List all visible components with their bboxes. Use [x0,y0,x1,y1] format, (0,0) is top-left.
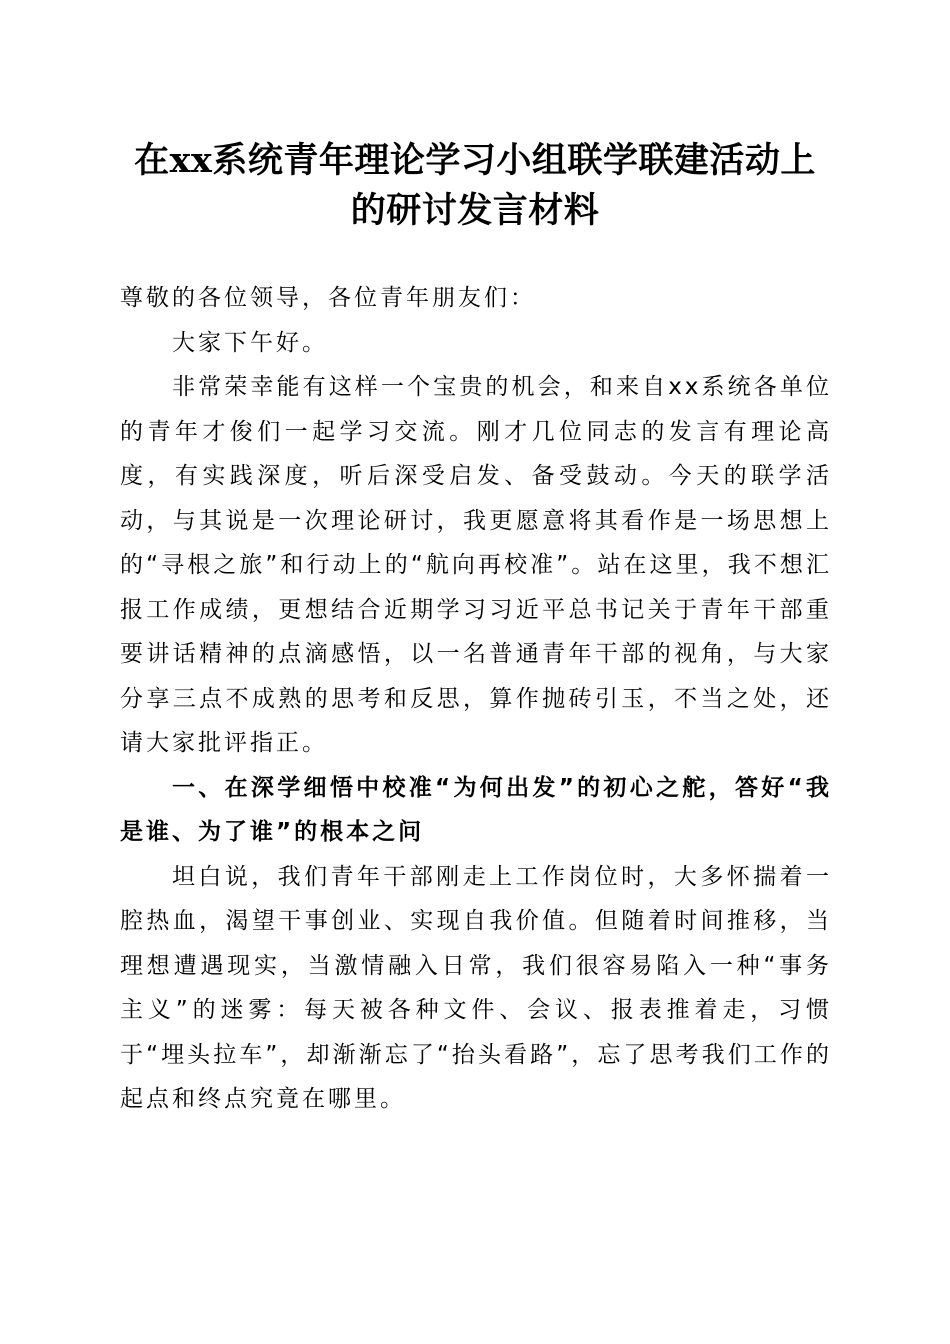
title-line-2: 的研讨发言材料 [350,190,600,231]
greeting: 大家下午好。 [172,329,328,356]
section-1-heading: 一、在深学细悟中校准“为何出发”的初心之舵，答好“我是谁、为了谁”的根本之问 [120,774,832,845]
intro-paragraph: 非常荣幸能有这样一个宝贵的机会，和来自xx系统各单位的青年才俊们一起学习交流。刚才几位同志的发言有理论高度，有实践深度，听后深受启发、备受鼓动。今天的联学活动，与其说是一次理论研讨，我更愿意将其看作是一场思想上的“寻根之旅”和行动上的“航向再校准”。站在这里，我不想汇报工作成绩，更想结合近期学习习近平总书记关于青年干部重要讲话精神的点滴感悟，以一名普通青年干部的视角，与大家分享三点不成熟的思考和反思，算作抛砖引玉，不当之处，还请大家批评指正。 [120,374,832,756]
title-line-1: 在xx系统青年理论学习小组联学联建活动上 [134,140,816,181]
salutation: 尊敬的各位领导，各位青年朋友们： [120,285,536,311]
document-body [120,276,832,1122]
document-title [100,136,850,236]
section-1-paragraph: 坦白说，我们青年干部刚走上工作岗位时，大多怀揣着一腔热血，渴望干事创业、实现自我价值。但随着时间推移，当理想遭遇现实，当激情融入日常，我们很容易陷入一种“事务主义”的迷雾：每天被各种文件、会议、报表推着走，习惯于“埋头拉车”，却渐渐忘了“抬头看路”，忘了思考我们工作的起点和终点究竟在哪里。 [120,863,832,1112]
